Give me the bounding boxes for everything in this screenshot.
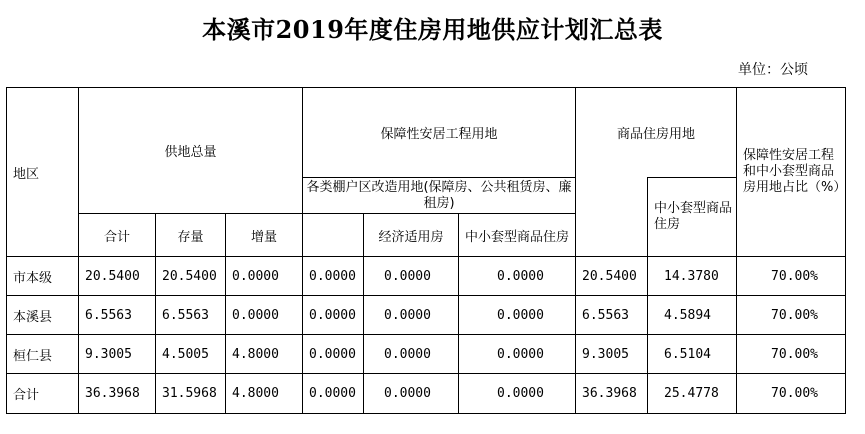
cell-total: 36.3968 — [79, 374, 156, 414]
cell-increment: 0.0000 — [226, 257, 303, 296]
cell-small-commercial: 0.0000 — [459, 335, 576, 374]
cell-small-commercial: 0.0000 — [459, 374, 576, 414]
cell-region: 桓仁县 — [7, 335, 79, 374]
cell-shanty: 0.0000 — [303, 257, 364, 296]
header-small-medium-commercial: 中小套型商品住房 — [459, 214, 576, 257]
cell-region: 本溪县 — [7, 296, 79, 335]
header-commercial-blank — [576, 178, 648, 257]
cell-small-commercial: 0.0000 — [459, 257, 576, 296]
header-commercial-land: 商品住房用地 — [576, 88, 737, 178]
cell-region: 合计 — [7, 374, 79, 414]
land-supply-table — [6, 87, 846, 414]
cell-commercial-small: 4.5894 — [648, 296, 737, 335]
cell-total: 9.3005 — [79, 335, 156, 374]
cell-region: 市本级 — [7, 257, 79, 296]
cell-ratio: 70.00% — [737, 335, 846, 374]
cell-shanty: 0.0000 — [303, 296, 364, 335]
header-shanty-blank — [303, 214, 364, 257]
header-region: 地区 — [7, 88, 79, 257]
cell-ratio: 70.00% — [737, 296, 846, 335]
cell-commercial: 20.5400 — [576, 257, 648, 296]
cell-increment: 0.0000 — [226, 296, 303, 335]
header-total: 合计 — [79, 214, 156, 257]
header-shanty-renovation: 各类棚户区改造用地(保障房、公共租赁房、廉租房) — [303, 178, 576, 214]
cell-commercial: 36.3968 — [576, 374, 648, 414]
cell-small-commercial: 0.0000 — [459, 296, 576, 335]
table-row — [7, 374, 846, 414]
cell-increment: 4.8000 — [226, 374, 303, 414]
cell-commercial-small: 6.5104 — [648, 335, 737, 374]
cell-shanty: 0.0000 — [303, 374, 364, 414]
unit-label: 单位：公顷 — [738, 62, 808, 78]
header-economic-housing: 经济适用房 — [364, 214, 459, 257]
table-row — [7, 335, 846, 374]
table-row — [7, 257, 846, 296]
cell-stock: 4.5005 — [156, 335, 226, 374]
header-affordable-land: 保障性安居工程用地 — [303, 88, 576, 178]
header-commercial-small-medium: 中小套型商品住房 — [648, 178, 737, 257]
cell-stock: 6.5563 — [156, 296, 226, 335]
page-title: 本溪市2019年度住房用地供应计划汇总表 — [202, 15, 663, 44]
cell-ratio: 70.00% — [737, 257, 846, 296]
cell-economic: 0.0000 — [364, 296, 459, 335]
cell-stock: 20.5400 — [156, 257, 226, 296]
cell-economic: 0.0000 — [364, 257, 459, 296]
cell-commercial: 6.5563 — [576, 296, 648, 335]
header-increment: 增量 — [226, 214, 303, 257]
header-stock: 存量 — [156, 214, 226, 257]
header-ratio: 保障性安居工程和中小套型商品房用地占比（%） — [737, 88, 846, 257]
cell-ratio: 70.00% — [737, 374, 846, 414]
cell-total: 6.5563 — [79, 296, 156, 335]
cell-commercial-small: 14.3780 — [648, 257, 737, 296]
cell-commercial: 9.3005 — [576, 335, 648, 374]
cell-shanty: 0.0000 — [303, 335, 364, 374]
cell-stock: 31.5968 — [156, 374, 226, 414]
cell-total: 20.5400 — [79, 257, 156, 296]
header-supply-total: 供地总量 — [79, 88, 303, 214]
cell-economic: 0.0000 — [364, 374, 459, 414]
cell-increment: 4.8000 — [226, 335, 303, 374]
table-row — [7, 296, 846, 335]
cell-economic: 0.0000 — [364, 335, 459, 374]
cell-commercial-small: 25.4778 — [648, 374, 737, 414]
